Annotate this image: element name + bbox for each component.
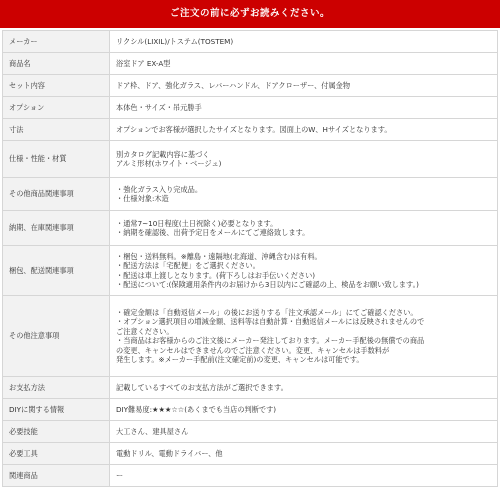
spec-table: [2, 30, 498, 487]
spec-value-line: ・強化ガラス入り完成品。: [116, 184, 203, 194]
spec-value-line: ドア枠、ドア、強化ガラス、レバーハンドル、ドアクローザー、付属金物: [116, 80, 351, 90]
spec-row: [3, 141, 498, 178]
spec-value-line: 記載しているすべてのお支払方法がご選択できます。: [116, 382, 288, 392]
spec-row: [3, 178, 498, 211]
spec-row: [3, 421, 498, 443]
spec-row: [3, 377, 498, 399]
spec-value: [110, 53, 498, 75]
spec-row: [3, 443, 498, 465]
spec-label: 関連商品: [3, 465, 110, 487]
spec-value-line: ・当商品はお客様からのご注文後にメーカー発注しております。メーカー手配後の無償での商品: [116, 336, 425, 345]
spec-label: 必要技能: [3, 421, 110, 443]
spec-value-line: 別カタログ記載内容に基づく: [116, 149, 210, 159]
spec-value: [110, 141, 498, 178]
spec-value-line: アルミ形材(ホワイト・ベージュ): [116, 159, 222, 168]
spec-label: その他商品関連事項: [3, 178, 110, 211]
notice-banner: ご注文の前に必ずお読みください。: [0, 0, 500, 28]
spec-label: DIYに関する情報: [3, 399, 110, 421]
spec-row: [3, 53, 498, 75]
spec-value: [110, 75, 498, 97]
spec-row: [3, 296, 498, 377]
spec-table-body: [3, 31, 498, 487]
spec-row: [3, 97, 498, 119]
spec-value-line: 大工さん、建具屋さん: [116, 426, 189, 436]
spec-row: [3, 119, 498, 141]
spec-label: その他注意事項: [3, 296, 110, 377]
spec-label: 納期、在庫関連事項: [3, 211, 110, 246]
spec-label: 寸法: [3, 119, 110, 141]
spec-value-line: DIY難易度:★★★☆☆(あくまでも当店の判断です): [116, 404, 277, 414]
spec-value-line: ・配送は車上渡しとなります。(荷下ろしはお手伝いください): [116, 270, 316, 280]
spec-row: [3, 31, 498, 53]
spec-row: [3, 246, 498, 296]
spec-label: 仕様・性能・材質: [3, 141, 110, 178]
spec-value: [110, 296, 498, 377]
spec-value-line: 電動ドリル、電動ドライバー、他: [116, 448, 223, 458]
spec-value-line: リクシル(LIXIL)/トステム(TOSTEM): [116, 36, 234, 46]
spec-value-line: ・配送方法は「宅配便」をご選択ください。: [116, 261, 260, 270]
spec-value-line: ご注意ください。: [116, 326, 174, 336]
spec-label: 必要工具: [3, 443, 110, 465]
spec-value-line: ・確定金額は「自動返信メール」の後にお送りする「注文承認メール」にてご確認ください。: [116, 307, 418, 317]
spec-label: セット内容: [3, 75, 110, 97]
spec-row: [3, 211, 498, 246]
spec-value: [110, 399, 498, 421]
spec-value: [110, 97, 498, 119]
spec-value-line: 浴室ドア EX-A型: [116, 58, 171, 68]
spec-label: 梱包、配送関連事項: [3, 246, 110, 296]
spec-label: オプション: [3, 97, 110, 119]
spec-value: [110, 31, 498, 53]
spec-value: [110, 377, 498, 399]
spec-label: メーカー: [3, 31, 110, 53]
spec-value-line: ・梱包・送料無料。※離島・遠隔地(北海道、沖縄含む)は有料。: [116, 251, 322, 261]
spec-value-line: の変更、キャンセルはできませんのでご注意ください。変更、キャンセルは手数料が: [116, 345, 390, 355]
spec-value: [110, 178, 498, 211]
spec-row: [3, 465, 498, 487]
spec-value-line: 本体色・サイズ・吊元勝手: [116, 102, 202, 112]
spec-value-line: 発生します。※メーカー手配前(注文確定前)の変更、キャンセルは可能です。: [116, 355, 364, 364]
spec-row: [3, 75, 498, 97]
spec-value-line: ・仕様対象:木造: [116, 194, 169, 203]
spec-value-line: ・納期を確認後、出荷予定日をメールにてご連絡致します。: [116, 228, 310, 237]
spec-value: [110, 421, 498, 443]
spec-label: 商品名: [3, 53, 110, 75]
spec-row: [3, 399, 498, 421]
spec-value: [110, 443, 498, 465]
spec-value-line: ・オプション選択項目の増減金額、送料等は自動計算・自動返信メールには反映されませんので: [116, 317, 425, 326]
spec-value-line: ・通常7~10日程度(土日祝除く)必要となります。: [116, 218, 278, 228]
spec-value-line: ・配送について:(保険適用条件内のお届けから3日以内にご確認の上、検品をお願い致します。): [116, 280, 419, 289]
spec-value: [110, 211, 498, 246]
spec-value: [110, 246, 498, 296]
spec-value-line: ー: [116, 470, 124, 480]
spec-label: お支払方法: [3, 377, 110, 399]
spec-value: [110, 119, 498, 141]
spec-value-line: オプションでお客様が選択したサイズとなります。図面上のW、Hサイズとなります。: [116, 124, 392, 134]
spec-value: [110, 465, 498, 487]
